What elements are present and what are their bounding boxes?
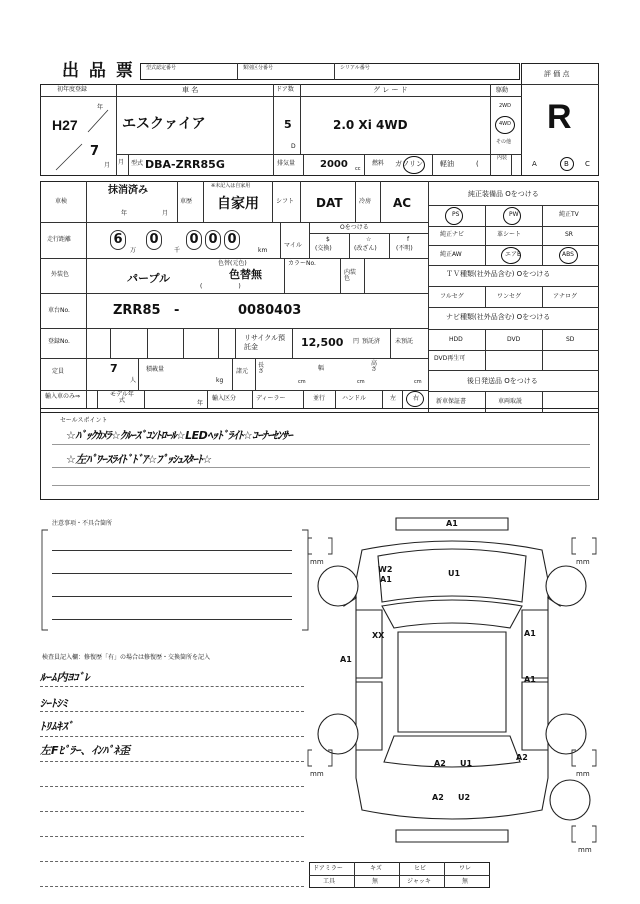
inspection-label: 車検 (55, 198, 68, 205)
history-note: ※未記入は自家用 (211, 183, 251, 189)
displacement-unit: cc (355, 166, 361, 172)
mileage-opt-dollar: $ (326, 236, 330, 243)
interior-b-circle (560, 157, 574, 171)
tire-unit-fl: mm (310, 558, 324, 566)
model-year-label: モデル年式 (110, 391, 134, 404)
chassis-prefix: ZRR85 (113, 303, 161, 318)
inspection-month-unit: 月 (162, 210, 169, 217)
car-name-value: エスクァイア (122, 116, 206, 132)
mark-right-rear-door: A1 (524, 675, 536, 684)
rating-score: R (547, 98, 572, 136)
mileage-unit-sen: 千 (174, 247, 181, 254)
recycle-label: リサイクル預託金 (244, 334, 286, 351)
mileage-unit-man: 万 (130, 247, 137, 254)
legend-v2: 無 (372, 878, 379, 885)
fuel-light-oil: 軽油 (440, 160, 454, 168)
registration-label: 初年度登録 (57, 86, 88, 93)
later-manual: 車両取説 (498, 398, 523, 405)
dimensions-label: 諸元 (236, 368, 249, 375)
notes-label: 注意事項・不具合箇所 (52, 520, 113, 527)
chassis-number: 0080403 (238, 303, 302, 318)
tv-oneseg: ワンセグ (497, 293, 522, 300)
legend-h2: キズ (370, 865, 382, 872)
exterior-label: 外装色 (51, 271, 70, 278)
dim-length-unit: cm (298, 379, 306, 385)
class-label: 類別区分番号 (243, 65, 274, 71)
chassis-label: 車台No. (48, 307, 70, 314)
dim-width: 幅 (318, 365, 325, 372)
fuel-other: ( (476, 160, 479, 168)
mileage-opt-f: f (407, 236, 410, 243)
registration-year-unit: 年 (97, 104, 104, 111)
genuine-abs-circle (559, 247, 578, 264)
handle-label: ハンドル (342, 395, 367, 402)
drive-4wd-circle (495, 116, 515, 134)
interior-color-label: 内装色 (344, 269, 357, 282)
navi-dvd-play: DVD再生可 (434, 355, 466, 362)
mark-right-front-door: A1 (524, 629, 536, 638)
legend-h1: ドアミラー (313, 865, 343, 872)
genuine-abs: ABS (562, 251, 574, 258)
interior-rating-label: 内装 (497, 155, 508, 161)
interior-b: B (564, 160, 569, 168)
form-title: 出 品 票 (62, 61, 135, 81)
mileage-digit-5: 0 (224, 230, 240, 250)
handle-right: 右 (413, 395, 420, 402)
fuel-circle (403, 156, 425, 174)
interior-c: C (585, 160, 590, 168)
model-year-unit: 年 (197, 400, 204, 407)
later-warranty: 新車保証書 (436, 398, 467, 405)
fuel-label: 燃料 (372, 160, 385, 167)
inspector-label: 検査員記入欄：修復歴「有」の場合は修復歴・交換箇所を記入 (42, 654, 211, 661)
mark-bumper-a2: A2 (432, 793, 444, 802)
capacity-label: 定員 (52, 368, 65, 375)
tire-unit-spare: mm (578, 846, 592, 854)
genuine-sr: SR (565, 231, 573, 238)
legend-h3: ヒビ (414, 865, 427, 872)
chassis-dash: - (174, 303, 180, 318)
doors-suffix: D (291, 143, 296, 150)
fuel-value: ガソリン (395, 160, 423, 168)
legend-v3: ジャッキ (407, 878, 431, 885)
dim-length: 長さ (258, 362, 265, 375)
registration-era: H27 (52, 117, 78, 133)
legend-v4: 無 (462, 878, 469, 885)
import-parallel: 並行 (313, 395, 326, 402)
header-cert-box (140, 63, 520, 80)
drive-other: その他 (496, 139, 512, 145)
mark-rear-right-a2: A2 (516, 753, 528, 762)
displacement-label: 排気量 (277, 160, 296, 167)
inspector-line-3: ﾄﾘﾑｷｽﾞ (40, 720, 73, 733)
ac-label: 冷房 (359, 198, 372, 205)
legend-h4: ワレ (459, 865, 472, 872)
mileage-circle-note: Oをつける (340, 224, 369, 231)
import-class-label: 輸入区分 (212, 395, 237, 402)
interior-a: A (532, 160, 537, 168)
model-code-label: 型式 (131, 160, 144, 167)
mark-left-door: XX (372, 631, 385, 640)
grade-label: グ レ ー ド (373, 86, 408, 94)
doors-label: ドア数 (276, 86, 294, 93)
capacity-value: 7 (110, 362, 118, 375)
genuine-navi: 純正ナビ (440, 231, 465, 238)
navi-hdd: HDD (449, 336, 463, 343)
handle-left: 左 (390, 395, 397, 402)
load-unit: kg (216, 377, 224, 384)
inspector-line-4: 左Fﾋﾟﾗｰ、ｲﾝﾊﾟﾈ歪 (40, 744, 131, 757)
later-title: 後日発送品 Oをつける (467, 377, 538, 385)
genuine-ps: PS (452, 211, 460, 218)
navi-sd: SD (566, 336, 575, 343)
ac-value: AC (393, 196, 412, 210)
sales-points-label: セールスポイント (60, 417, 108, 424)
mileage-digit-2: 0 (146, 230, 162, 250)
model-cert-label: 型式認定番号 (146, 65, 177, 71)
mileage-opt-star: ☆ (366, 236, 372, 243)
mark-mirror-a1: A1 (380, 575, 392, 584)
serial-label: シリアル番号 (340, 65, 370, 71)
inspector-line-2: ｼｰﾄｼﾐ (40, 697, 68, 710)
load-label: 積載量 (146, 366, 165, 373)
genuine-airbag: エアB (505, 251, 522, 258)
navi-title: ナビ種類(社外品含む) Oをつける (446, 313, 551, 321)
grade-value: 2.0 Xi 4WD (333, 118, 408, 132)
mileage-digit-3: 0 (186, 230, 202, 250)
exterior-value: パープル (127, 272, 171, 285)
genuine-pw: PW (509, 211, 519, 218)
repaint-value: 色替無 (229, 268, 262, 281)
history-label: 車歴 (180, 198, 193, 205)
tire-unit-rl: mm (310, 770, 324, 778)
recycle-not-deposited: 未預託 (395, 338, 414, 345)
capacity-unit: 人 (130, 377, 137, 384)
registration-month: 7 (90, 144, 100, 159)
inspector-line-1: ﾙｰﾑ内ﾖｺﾞﾚ (40, 671, 90, 684)
mark-left-side: A1 (340, 655, 352, 664)
drive-label: 駆動 (496, 87, 509, 94)
drive-4wd: 4WD (499, 121, 511, 127)
reg-no-label: 登録No. (48, 338, 70, 345)
tv-analog: アナログ (553, 293, 578, 300)
tv-fullseg: フルセグ (440, 293, 464, 300)
dim-height: 高さ (371, 360, 378, 373)
color-no-label: カラーNo. (288, 260, 316, 267)
genuine-aw: 純正AW (440, 251, 462, 258)
mileage-digit-1: 6 (110, 230, 126, 250)
registration-month-unit: 月 (104, 162, 111, 169)
registration-slash (48, 104, 114, 174)
repaint-label: 色替(元色) (218, 260, 247, 267)
drive-2wd: 2WD (499, 103, 511, 109)
tire-unit-fr: mm (576, 558, 590, 566)
shift-value: DAT (316, 196, 343, 210)
recycle-unit: 円 (353, 338, 360, 345)
mark-rear-u1: U1 (460, 759, 473, 768)
tire-unit-rr: mm (576, 770, 590, 778)
mileage-opt-tamper: (改ざん) (354, 245, 377, 252)
mark-front-bumper: A1 (446, 519, 458, 528)
legend-v1: 工具 (323, 878, 336, 885)
shift-label: シフト (276, 198, 295, 205)
mile-label: マイル (284, 242, 302, 249)
inspection-year-unit: 年 (121, 210, 128, 217)
dim-width-unit: cm (357, 379, 365, 385)
history-value: 自家用 (217, 196, 259, 212)
genuine-leather: 革シート (497, 231, 522, 238)
mark-rear-a2: A2 (434, 759, 446, 768)
car-name-label: 車 名 (182, 86, 199, 94)
displacement-value: 2000 (320, 159, 348, 170)
genuine-ps-circle (445, 207, 463, 225)
model-code-month: 月 (118, 159, 125, 166)
mileage-opt-exchange: (交換) (315, 245, 332, 252)
mark-bumper-u2: U2 (458, 793, 471, 802)
inspection-value: 抹消済み (108, 185, 148, 196)
genuine-pw-circle (503, 207, 521, 225)
recycle-value: 12,500 (301, 336, 344, 349)
repaint-paren: ( ) (200, 283, 241, 290)
genuine-airbag-circle (501, 247, 521, 264)
mileage-label: 走行距離 (47, 236, 72, 243)
car-damage-diagram (300, 510, 610, 855)
mileage-digit-4: 0 (205, 230, 221, 250)
mileage-opt-unknown: (不明) (396, 245, 413, 252)
mark-mirror-w2: W2 (378, 565, 393, 574)
sales-point-line-1: ☆ﾊﾞｯｸｶﾒﾗ☆ｸﾙｰｽﾞｺﾝﾄﾛｰﾙ☆LEDﾍｯﾄﾞﾗｲﾄ☆ｺｰﾅｰｾﾝｻｰ (66, 429, 293, 442)
genuine-tv: 純正TV (559, 211, 579, 218)
rating-label: 評 価 点 (544, 70, 570, 78)
genuine-title: 純正装備品 Oをつける (468, 190, 539, 198)
dim-height-unit: cm (414, 379, 422, 385)
model-code-value: DBA-ZRR85G (145, 158, 225, 171)
import-dealer: ディーラー (256, 395, 286, 402)
import-label: 輸入車のみ⇒ (45, 393, 81, 400)
navi-dvd: DVD (507, 336, 521, 343)
mark-hood: U1 (448, 569, 461, 578)
doors-value: 5 (284, 118, 292, 131)
mileage-unit-km: km (258, 247, 268, 254)
recycle-deposited: 預託済 (362, 338, 381, 345)
sales-point-line-2: ☆左ﾊﾟﾜｰｽﾗｲﾄﾞﾄﾞｱ☆ﾌﾟｯｼｭｽﾀｰﾄ☆ (66, 453, 212, 466)
handle-right-circle (406, 391, 424, 407)
tv-title: ＴＶ種類(社外品含む) Oをつける (446, 270, 551, 278)
